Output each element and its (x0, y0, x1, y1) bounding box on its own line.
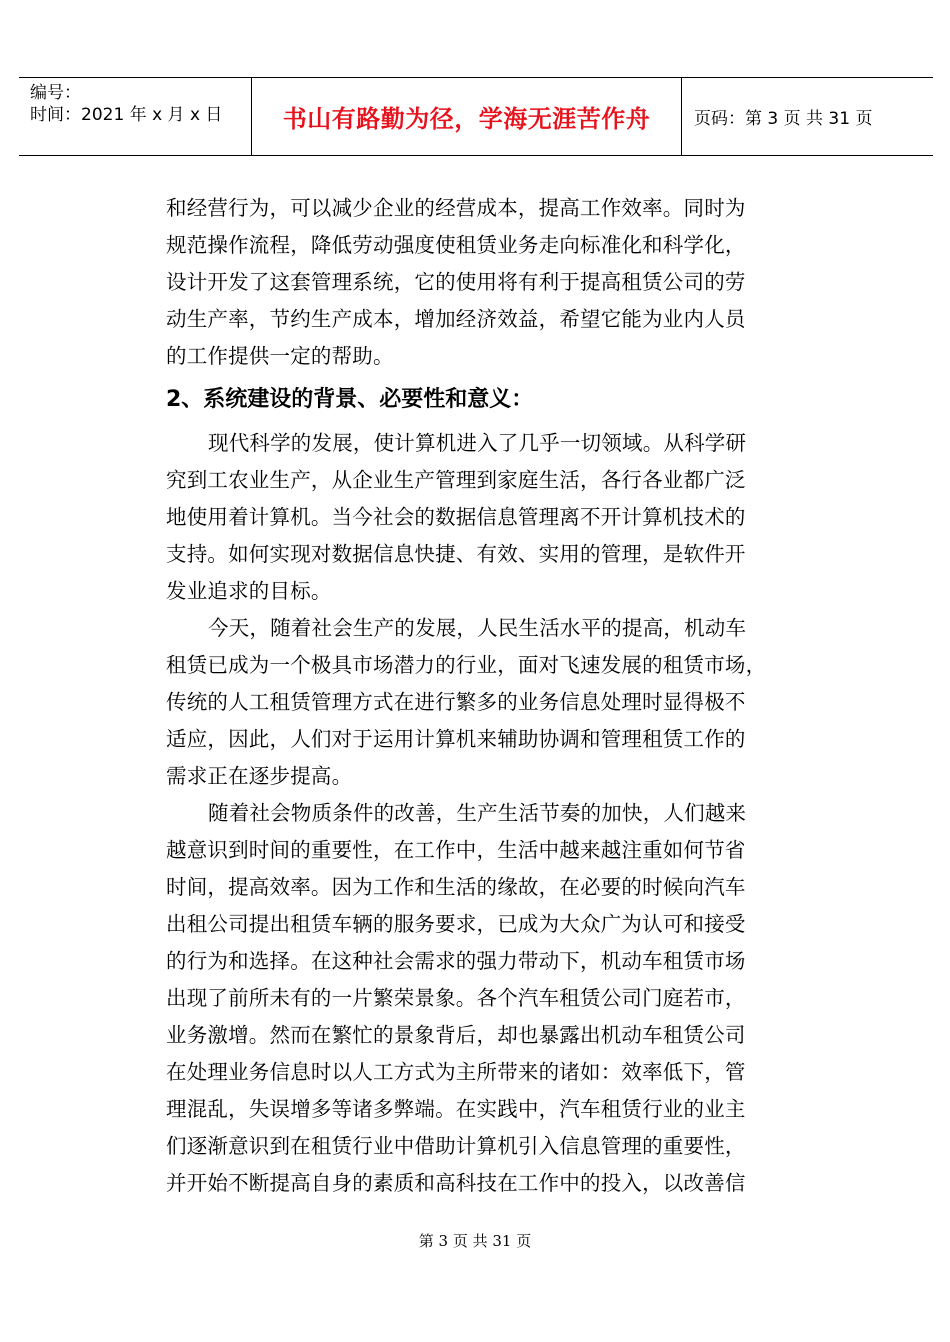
text-line: 现代科学的发展，使计算机进入了几乎一切领域。从科学研 (208, 431, 747, 455)
text-line: 出租公司提出租赁车辆的服务要求，已成为大众广为认可和接受 (166, 912, 746, 936)
paragraph-1 (166, 190, 786, 375)
text-line: 随着社会物质条件的改善，生产生活节奏的加快，人们越来 (208, 801, 747, 825)
text-line: 和经营行为，可以减少企业的经营成本，提高工作效率。同时为 (166, 196, 746, 220)
paragraph-4 (166, 795, 786, 1202)
text-line: 出现了前所未有的一片繁荣景象。各个汽车租赁公司门庭若市， (166, 986, 746, 1010)
text-line: 时间，提高效率。因为工作和生活的缘故，在必要的时候向汽车 (166, 875, 746, 899)
text-line: 今天，随着社会生产的发展，人民生活水平的提高，机动车 (208, 616, 747, 640)
text-line: 传统的人工租赁管理方式在进行繁多的业务信息处理时显得极不 (166, 690, 746, 714)
text-line: 究到工农业生产，从企业生产管理到家庭生活，各行各业都广泛 (166, 468, 746, 492)
text-line: 发业追求的目标。 (166, 579, 332, 603)
text-line: 在处理业务信息时以人工方式为主所带来的诸如：效率低下，管 (166, 1060, 746, 1084)
text-line: 并开始不断提高自身的素质和高科技在工作中的投入，以改善信 (166, 1171, 746, 1195)
text-line: 设计开发了这套管理系统，它的使用将有利于提高租赁公司的劳 (166, 270, 746, 294)
text-line: 业务激增。然而在繁忙的景象背后，却也暴露出机动车租赁公司 (166, 1023, 746, 1047)
text-line: 支持。如何实现对数据信息快捷、有效、实用的管理，是软件开 (166, 542, 746, 566)
document-time: 时间：2021 年 x 月 x 日 (30, 105, 223, 125)
text-line: 适应，因此，人们对于运用计算机来辅助协调和管理租赁工作的 (166, 727, 746, 751)
text-line: 们逐渐意识到在租赁行业中借助计算机引入信息管理的重要性， (166, 1134, 746, 1158)
text-line: 需求正在逐步提高。 (166, 764, 353, 788)
paragraph-2 (166, 425, 786, 610)
header-motto: 书山有路勤为径，学海无涯苦作舟 (252, 78, 682, 155)
header-page-info: 页码：第 3 页 共 31 页 (694, 109, 873, 129)
text-line: 理混乱，失误增多等诸多弊端。在实践中，汽车租赁行业的业主 (166, 1097, 746, 1121)
text-line: 的工作提供一定的帮助。 (166, 344, 394, 368)
section-heading: 2、系统建设的背景、必要性和意义： (166, 387, 534, 412)
text-line: 租赁已成为一个极具市场潜力的行业，面对飞速发展的租赁市场， (166, 653, 767, 677)
text-line: 地使用着计算机。当今社会的数据信息管理离不开计算机技术的 (166, 505, 746, 529)
text-line: 规范操作流程，降低劳动强度使租赁业务走向标准化和科学化， (166, 233, 746, 257)
document-body (166, 190, 786, 1202)
header-meta (19, 78, 252, 155)
page-footer: 第 3 页 共 31 页 (418, 1232, 532, 1250)
page-header (19, 77, 933, 156)
paragraph-3 (166, 610, 786, 795)
text-line: 的行为和选择。在这种社会需求的强力带动下，机动车租赁市场 (166, 949, 746, 973)
text-line: 动生产率，节约生产成本，增加经济效益，希望它能为业内人员 (166, 307, 746, 331)
document-number-label: 编号： (30, 83, 81, 103)
text-line: 越意识到时间的重要性，在工作中，生活中越来越注重如何节省 (166, 838, 746, 862)
